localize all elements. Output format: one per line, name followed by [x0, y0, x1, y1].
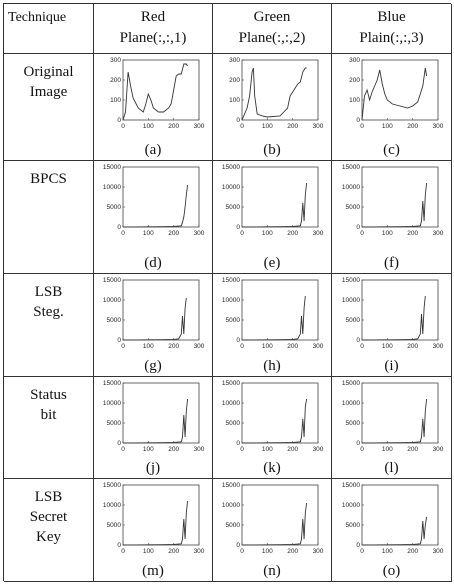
histogram-plot-d: [99, 163, 207, 241]
y-tick-label: 10000: [221, 184, 240, 191]
x-tick-label: 300: [312, 343, 324, 350]
row-label-line: Status: [30, 387, 67, 403]
plot-caption: (b): [263, 142, 281, 158]
x-tick-label: 300: [432, 548, 443, 555]
y-tick-label: 0: [117, 337, 121, 344]
histogram-plot-i: [338, 276, 446, 354]
x-tick-label: 0: [240, 446, 244, 453]
plot-cell: [213, 161, 332, 274]
row-label-line: LSB: [34, 489, 63, 505]
histogram-plot-g: [99, 276, 207, 354]
y-tick-label: 10000: [102, 297, 121, 304]
x-tick-label: 100: [381, 123, 393, 130]
plot-cell: [332, 479, 452, 582]
x-tick-label: 0: [240, 548, 244, 555]
plot-frame: [362, 167, 438, 227]
x-tick-label: 200: [168, 446, 180, 453]
histogram-line: [362, 296, 425, 340]
plot-cell: [94, 377, 213, 479]
x-tick-label: 200: [406, 446, 418, 453]
x-tick-label: 300: [432, 230, 443, 237]
header-green-line2: Plane(:,:,2): [238, 30, 306, 46]
histogram-line: [123, 64, 188, 120]
header-green-plane: [213, 4, 332, 54]
histogram-line: [362, 183, 427, 227]
row-label-lsb-steg: [4, 274, 94, 377]
y-tick-label: 15000: [221, 277, 240, 284]
plot-frame: [242, 485, 318, 545]
header-red-plane: [94, 4, 213, 54]
x-tick-label: 300: [193, 123, 205, 130]
histogram-plot-h: [218, 276, 326, 354]
x-tick-label: 300: [432, 343, 443, 350]
plot-caption: (a): [144, 142, 162, 158]
y-tick-label: 10000: [341, 184, 360, 191]
x-tick-label: 300: [193, 446, 205, 453]
row-label-bpcs: [4, 161, 94, 274]
x-tick-label: 200: [406, 548, 418, 555]
row-label-line: BPCS: [30, 171, 67, 187]
plot-frame: [362, 383, 438, 443]
y-tick-label: 10000: [341, 297, 360, 304]
plot-caption: (m): [142, 563, 164, 579]
x-tick-label: 0: [121, 548, 125, 555]
x-tick-label: 0: [240, 343, 244, 350]
header-blue-plane: [332, 4, 452, 54]
plot-cell: [332, 161, 452, 274]
x-tick-label: 0: [359, 548, 364, 555]
y-tick-label: 15000: [341, 482, 360, 489]
x-tick-label: 100: [381, 548, 393, 555]
histogram-plot-n: [218, 481, 326, 559]
x-tick-label: 200: [406, 230, 418, 237]
y-tick-label: 0: [117, 224, 121, 231]
y-tick-label: 10000: [102, 184, 121, 191]
y-tick-label: 10000: [341, 502, 360, 509]
x-tick-label: 0: [359, 343, 364, 350]
y-tick-label: 0: [355, 337, 360, 344]
x-tick-label: 100: [381, 230, 393, 237]
y-tick-label: 0: [117, 440, 121, 447]
row-label-line: bit: [40, 407, 57, 423]
x-tick-label: 0: [121, 230, 125, 237]
y-tick-label: 0: [355, 117, 360, 124]
row-label-line: LSB: [34, 284, 63, 300]
plot-caption: (n): [263, 563, 281, 579]
plot-cell: [213, 377, 332, 479]
histogram-line: [123, 185, 188, 227]
header-technique-label: Technique: [8, 10, 67, 25]
x-tick-label: 100: [381, 343, 393, 350]
y-tick-label: 5000: [225, 204, 240, 211]
x-tick-label: 100: [261, 343, 273, 350]
y-tick-label: 0: [355, 440, 360, 447]
plot-cell: [213, 54, 332, 161]
y-tick-label: 300: [348, 57, 360, 64]
y-tick-label: 10000: [221, 297, 240, 304]
x-tick-label: 200: [168, 230, 180, 237]
x-tick-label: 300: [193, 343, 205, 350]
y-tick-label: 15000: [221, 482, 240, 489]
y-tick-label: 5000: [106, 420, 121, 427]
histogram-line: [123, 501, 188, 545]
plot-frame: [123, 60, 199, 120]
y-tick-label: 5000: [345, 317, 360, 324]
row-label-line: Image: [29, 84, 68, 100]
y-tick-label: 15000: [102, 380, 121, 387]
histogram-line: [123, 399, 188, 443]
y-tick-label: 15000: [341, 164, 360, 171]
histogram-plot-o: [338, 481, 446, 559]
plot-caption: (e): [263, 255, 281, 271]
x-tick-label: 200: [406, 343, 418, 350]
x-tick-label: 0: [121, 123, 125, 130]
x-tick-label: 100: [261, 230, 273, 237]
x-tick-label: 100: [142, 548, 154, 555]
histogram-line: [362, 68, 427, 120]
y-tick-label: 15000: [341, 277, 360, 284]
x-tick-label: 300: [312, 446, 324, 453]
plot-frame: [123, 280, 199, 340]
x-tick-label: 0: [359, 230, 364, 237]
y-tick-label: 300: [229, 57, 240, 64]
x-tick-label: 200: [168, 123, 180, 130]
row-label-status-bit: [4, 377, 94, 479]
x-tick-label: 100: [381, 446, 393, 453]
y-tick-label: 5000: [225, 420, 240, 427]
histogram-line: [242, 503, 307, 545]
y-tick-label: 100: [348, 97, 360, 104]
y-tick-label: 300: [110, 57, 121, 64]
y-tick-label: 0: [355, 224, 360, 231]
header-blue-line1: Blue: [377, 9, 406, 25]
x-tick-label: 200: [168, 343, 180, 350]
y-tick-label: 15000: [102, 482, 121, 489]
x-tick-label: 300: [193, 230, 205, 237]
y-tick-label: 10000: [102, 400, 121, 407]
x-tick-label: 0: [359, 446, 364, 453]
header-red-line2: Plane(:,:,1): [119, 30, 187, 46]
histogram-plot-j: [99, 379, 207, 457]
x-tick-label: 300: [312, 548, 324, 555]
histogram-line: [242, 183, 307, 227]
y-tick-label: 200: [110, 77, 121, 84]
y-tick-label: 15000: [221, 380, 240, 387]
x-tick-label: 100: [261, 548, 273, 555]
histogram-plot-m: [99, 481, 207, 559]
row-label-line: Secret: [29, 509, 68, 525]
plot-frame: [242, 383, 318, 443]
y-tick-label: 5000: [345, 522, 360, 529]
y-tick-label: 5000: [225, 317, 240, 324]
x-tick-label: 300: [312, 123, 324, 130]
x-tick-label: 200: [287, 123, 299, 130]
y-tick-label: 15000: [102, 164, 121, 171]
y-tick-label: 10000: [102, 502, 121, 509]
plot-caption: (h): [263, 358, 281, 374]
histogram-plot-k: [218, 379, 326, 457]
histogram-plot-c: [338, 56, 446, 134]
plot-frame: [123, 167, 199, 227]
y-tick-label: 10000: [221, 400, 240, 407]
y-tick-label: 0: [236, 224, 240, 231]
row-label-original-image: [4, 54, 94, 161]
x-tick-label: 100: [142, 230, 154, 237]
x-tick-label: 200: [287, 343, 299, 350]
header-red-line1: Red: [140, 9, 166, 25]
x-tick-label: 100: [261, 123, 273, 130]
plot-caption: (l): [384, 460, 399, 476]
x-tick-label: 200: [287, 230, 299, 237]
y-tick-label: 0: [236, 337, 240, 344]
x-tick-label: 0: [240, 230, 244, 237]
histogram-plot-l: [338, 379, 446, 457]
y-tick-label: 0: [236, 440, 240, 447]
x-tick-label: 200: [287, 446, 299, 453]
x-tick-label: 100: [142, 446, 154, 453]
header-technique: [4, 4, 94, 54]
y-tick-label: 0: [117, 542, 121, 549]
header-green-line1: Green: [253, 9, 291, 25]
histogram-plot-e: [218, 163, 326, 241]
x-tick-label: 0: [121, 343, 125, 350]
y-tick-label: 100: [229, 97, 240, 104]
row-label-line: Steg.: [33, 304, 64, 320]
plot-frame: [123, 485, 199, 545]
y-tick-label: 15000: [102, 277, 121, 284]
x-tick-label: 0: [240, 123, 244, 130]
plot-frame: [123, 383, 199, 443]
plot-cell: [94, 479, 213, 582]
plot-caption: (d): [144, 255, 162, 271]
plot-cell: [213, 479, 332, 582]
plot-cell: [332, 274, 452, 377]
row-label-line: Key: [36, 529, 61, 545]
x-tick-label: 300: [193, 548, 205, 555]
plot-caption: (o): [382, 563, 401, 579]
histogram-plot-f: [338, 163, 446, 241]
x-tick-label: 300: [312, 230, 324, 237]
x-tick-label: 100: [142, 123, 154, 130]
plot-frame: [242, 167, 318, 227]
x-tick-label: 0: [121, 446, 125, 453]
x-tick-label: 200: [406, 123, 418, 130]
histogram-line: [123, 298, 186, 340]
y-tick-label: 15000: [221, 164, 240, 171]
y-tick-label: 5000: [106, 317, 121, 324]
histogram-line: [242, 296, 305, 340]
histogram-line: [242, 399, 307, 443]
y-tick-label: 0: [117, 117, 121, 124]
plot-frame: [362, 485, 438, 545]
x-tick-label: 100: [261, 446, 273, 453]
plot-caption: (i): [384, 358, 399, 374]
x-tick-label: 200: [287, 548, 299, 555]
y-tick-label: 5000: [345, 420, 360, 427]
y-tick-label: 0: [236, 542, 240, 549]
plot-cell: [94, 54, 213, 161]
y-tick-label: 0: [355, 542, 360, 549]
x-tick-label: 300: [432, 446, 443, 453]
row-label-lsb-secret-key: [4, 479, 94, 582]
plot-caption: (f): [384, 255, 399, 271]
y-tick-label: 5000: [106, 522, 121, 529]
y-tick-label: 200: [229, 77, 240, 84]
plot-cell: [332, 377, 452, 479]
x-tick-label: 100: [142, 343, 154, 350]
plot-caption: (j): [145, 460, 161, 476]
plot-caption: (c): [383, 142, 400, 158]
y-tick-label: 200: [348, 77, 360, 84]
plot-cell: [94, 161, 213, 274]
row-label-line: Original: [23, 64, 74, 80]
header-blue-line2: Plain(:,:,3): [359, 30, 424, 46]
histogram-line: [362, 399, 427, 443]
y-tick-label: 15000: [341, 380, 360, 387]
histogram-comparison-table: [3, 3, 451, 581]
y-tick-label: 5000: [345, 204, 360, 211]
plot-cell: [94, 274, 213, 377]
plot-frame: [242, 280, 318, 340]
histogram-plot-a: [99, 56, 207, 134]
plot-caption: (g): [144, 358, 162, 374]
x-tick-label: 0: [359, 123, 364, 130]
y-tick-label: 5000: [106, 204, 121, 211]
y-tick-label: 10000: [341, 400, 360, 407]
histogram-line: [362, 517, 427, 545]
y-tick-label: 5000: [225, 522, 240, 529]
plot-frame: [362, 280, 438, 340]
plot-cell: [213, 274, 332, 377]
y-tick-label: 100: [110, 97, 121, 104]
histogram-plot-b: [218, 56, 326, 134]
y-tick-label: 10000: [221, 502, 240, 509]
histogram-line: [242, 68, 307, 120]
x-tick-label: 200: [168, 548, 180, 555]
plot-caption: (k): [263, 460, 281, 476]
y-tick-label: 0: [236, 117, 240, 124]
x-tick-label: 300: [432, 123, 443, 130]
plot-cell: [332, 54, 452, 161]
